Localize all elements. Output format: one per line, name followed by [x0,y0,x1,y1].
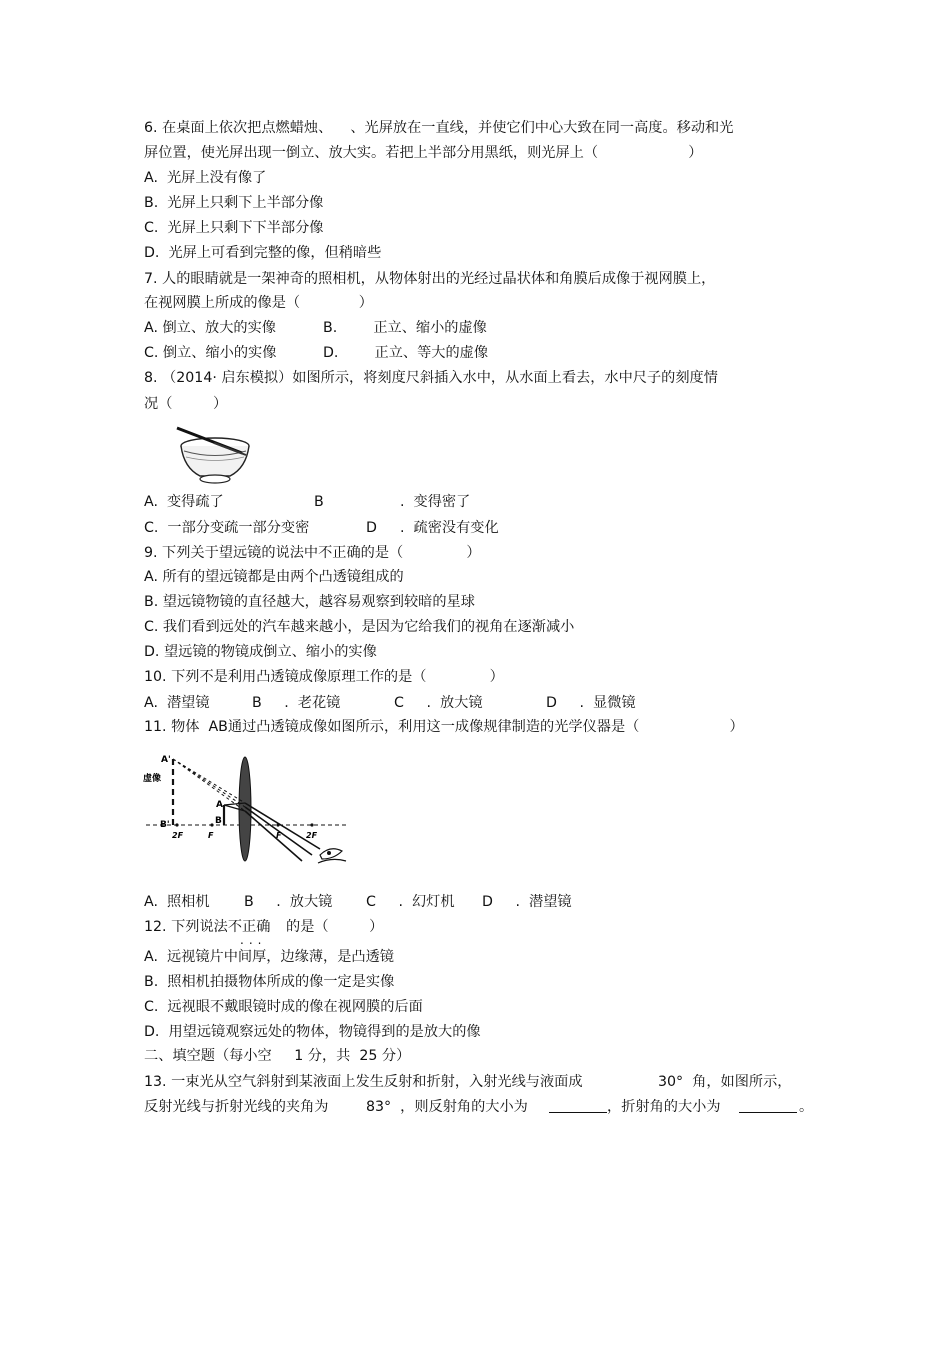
q11-label-virtual-image: 虚像 [143,774,162,784]
q6-stem-line1: 6. 在桌面上依次把点燃蜡烛、 、光屏放在一直线，并使它们中心大致在同一高度。移动和光 [144,120,734,136]
q11-figure-convex-lens-virtual-image [142,745,352,875]
q9-option-b: B. 望远镜物镜的直径越大，越容易观察到较暗的星球 [144,594,475,610]
q9-stem: 9. 下列关于望远镜的说法中不正确的是（ ） [144,545,481,561]
q10-option-c: C . 放大镜 [394,695,483,711]
q12-emphasis-dots: ... [240,933,267,947]
q8-option-a: A. 变得疏了 [144,494,224,510]
q13-line1-angle: 30° 角，如图所示， [658,1074,792,1090]
q9-option-c: C. 我们看到远处的汽车越来越小，是因为它给我们的视角在逐渐减小 [144,619,575,635]
q11-label-2f-left: 2F [172,831,184,840]
q13-line2-angle: 83° ，则反射角的大小为 [366,1099,528,1115]
q10-stem: 10. 下列不是利用凸透镜成像原理工作的是（ ） [144,669,504,685]
q13-blank-refraction-angle[interactable] [739,1097,797,1113]
q8-option-b-letter: B [314,494,324,510]
q6-option-a: A. 光屏上没有像了 [144,170,267,186]
q11-label-2f-right: 2F [306,831,318,840]
q9-option-d: D. 望远镜的物镜成倒立、缩小的实像 [144,644,377,660]
q11-label-a: A [216,800,223,810]
q11-stem: 11. 物体 AB通过凸透镜成像如图所示，利用这一成像规律制造的光学仪器是（ ） [144,719,744,735]
q11-option-a: A. 照相机 [144,894,210,910]
section-2-heading: 二、填空题（每小空 1 分，共 25 分） [144,1048,411,1064]
q6-stem-line2: 屏位置，使光屏出现一倒立、放大实。若把上半部分用黑纸，则光屏上（ ） [144,145,703,161]
q12-option-b: B. 照相机拍摄物体所成的像一定是实像 [144,974,395,990]
q11-label-f-right: F [276,831,282,840]
q11-label-a-prime: A' [161,755,171,765]
q13-line1-text: 13. 一束光从空气斜射到某液面上发生反射和折射，入射光线与液面成 [144,1074,583,1090]
q6-option-d: D. 光屏上可看到完整的像，但稍暗些 [144,245,382,261]
q7-stem-line2: 在视网膜上所成的像是（ ） [144,295,373,311]
q6-option-b: B. 光屏上只剩下上半部分像 [144,195,324,211]
q8-option-d-letter: D [366,520,377,536]
q8-stem-line1: 8. （2014· 启东模拟）如图所示，将刻度尺斜插入水中，从水面上看去，水中尺子的刻度情 [144,370,718,386]
q8-option-c: C. 一部分变疏一部分变密 [144,520,310,536]
q13-line2-end: 。 [799,1099,814,1115]
q8-option-b-text: . 变得密了 [400,494,471,510]
q12-stem-part2: 的是（ ） [286,919,384,935]
q11-option-b: B . 放大镜 [244,894,333,910]
q11-label-f-left: F [208,831,214,840]
q11-label-b: B [215,816,222,826]
q9-option-a: A. 所有的望远镜都是由两个凸透镜组成的 [144,569,404,585]
q10-option-b: B . 老花镜 [252,695,341,711]
q11-label-b-prime: B' [160,820,170,830]
q8-figure-ruler-in-bowl [172,424,256,486]
q7-stem-line1: 7. 人的眼睛就是一架神奇的照相机，从物体射出的光经过晶状体和角膜后成像于视网膜上， [144,271,716,287]
q7-option-c: C. 倒立、缩小的实像 [144,345,277,361]
q11-option-d: D . 潜望镜 [482,894,572,910]
q13-line2-text2: ，折射角的大小为 [607,1099,721,1115]
q12-option-d: D. 用望远镜观察远处的物体，物镜得到的是放大的像 [144,1024,481,1040]
q12-option-a: A. 远视镜片中间厚，边缘薄，是凸透镜 [144,949,394,965]
q11-option-c: C . 幻灯机 [366,894,455,910]
q6-option-c: C. 光屏上只剩下下半部分像 [144,220,324,236]
q13-blank-reflection-angle[interactable] [549,1097,607,1113]
q7-option-b: B. 正立、缩小的虚像 [323,320,487,336]
q7-option-d: D. 正立、等大的虚像 [323,345,489,361]
q10-option-d: D . 显微镜 [546,695,636,711]
q13-line2-text: 反射光线与折射光线的夹角为 [144,1099,329,1115]
q7-option-a: A. 倒立、放大的实像 [144,320,276,336]
q10-option-a: A. 潜望镜 [144,695,210,711]
q12-option-c: C. 远视眼不戴眼镜时成的像在视网膜的后面 [144,999,423,1015]
q8-option-d-text: . 疏密没有变化 [400,520,499,536]
q12-stem-part1: 12. 下列说法不正确 [144,919,271,935]
q8-stem-line2: 况（ ） [144,396,228,412]
